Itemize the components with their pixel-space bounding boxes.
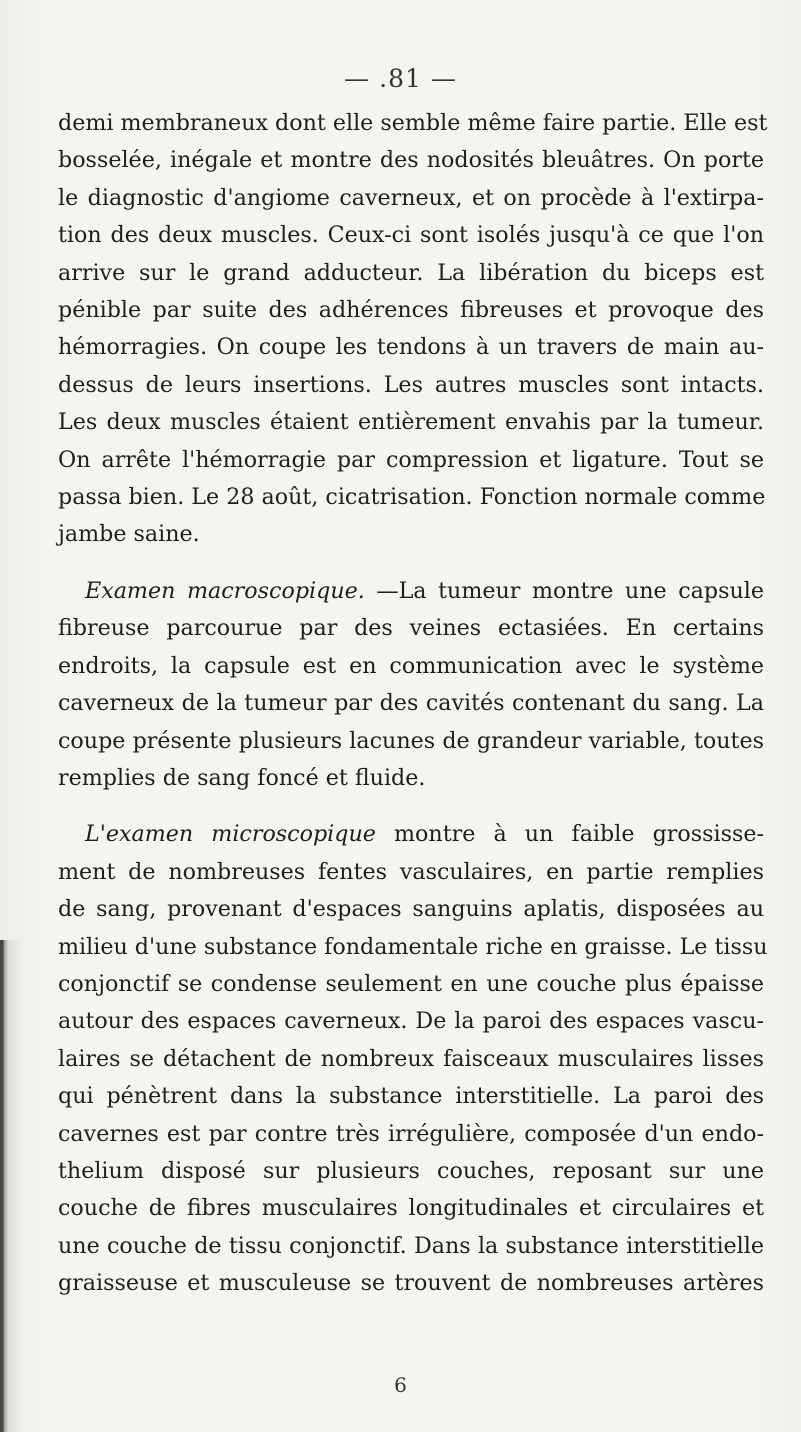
text-line: dessus de leurs insertions. Les autres muscles sont intacts. [58,371,764,398]
text-line: arrive sur le grand adducteur. La libération du biceps est [58,259,764,286]
text-line: On arrête l'hémorragie par compression et ligature. Tout se [58,446,764,473]
page-number: — .81 — [344,64,457,93]
text-line: caverneux de la tumeur par des cavités contenant du sang. La [58,690,764,717]
text-line: Examen macroscopique. —La tumeur montre une capsule [85,577,764,604]
text-line: graisseuse et musculeuse se trouvent de nombreuses artères [58,1270,764,1297]
signature-mark: 6 [394,1373,407,1397]
text-line: remplies de sang foncé et fluide. [58,764,426,791]
text-line: pénible par suite des adhérences fibreuses et provoque des [58,297,764,324]
binding-shadow [0,940,22,1432]
text-line: tion des deux muscles. Ceux-ci sont isolés jusqu'à ce que l'on [58,222,764,249]
text-line: le diagnostic d'angiome caverneux, et on procède à l'extirpa- [58,184,764,211]
section-heading-microscopic: L'examen microscopique [85,821,376,848]
text-line: passa bien. Le 28 août, cicatrisation. Fonction normale comme [58,484,766,511]
text-line: conjonctif se condense seulement en une couche plus épaisse [58,970,764,997]
text-line: jambe saine. [58,521,200,548]
text-line: de sang, provenant d'espaces sanguins aplatis, disposées au [58,896,764,923]
text-line: coupe présente plusieurs lacunes de grandeur variable, toutes [58,727,764,754]
text-line: endroits, la capsule est en communication avec le système [58,652,764,679]
text-line: une couche de tissu conjonctif. Dans la substance interstitielle [58,1232,764,1259]
text-line: laires se détachent de nombreux faisceaux musculaires lisses [58,1045,764,1072]
text-line: thelium disposé sur plusieurs couches, reposant sur une [58,1157,764,1184]
text-line: L'examen microscopique montre à un faible grossisse- [85,821,765,848]
text-line: milieu d'une substance fondamentale riche en graisse. Le tissu [58,933,768,960]
text-line: qui pénètrent dans la substance interstitielle. La paroi des [58,1083,764,1110]
text-line: autour des espaces caverneux. De la paroi des espaces vascu- [58,1008,764,1035]
text-line: ment de nombreuses fentes vasculaires, en partie remplies [58,858,764,885]
text-line: hémorragies. On coupe les tendons à un travers de main au- [58,334,764,361]
section-heading-macroscopic: Examen macroscopique. [85,577,365,604]
body-text [58,105,768,1303]
text-line: bosselée, inégale et montre des nodosités bleuâtres. On porte [58,147,764,174]
text-line: demi membraneux dont elle semble même faire partie. Elle est [58,110,768,136]
text-line: Les deux muscles étaient entièrement envahis par la tumeur. [58,409,764,436]
text-line: cavernes est par contre très irrégulière, composée d'un endo- [58,1120,764,1147]
text-line: fibreuse parcourue par des veines ectasiées. En certains [58,615,764,642]
text-line: couche de fibres musculaires longitudinales et circulaires et [58,1195,764,1222]
